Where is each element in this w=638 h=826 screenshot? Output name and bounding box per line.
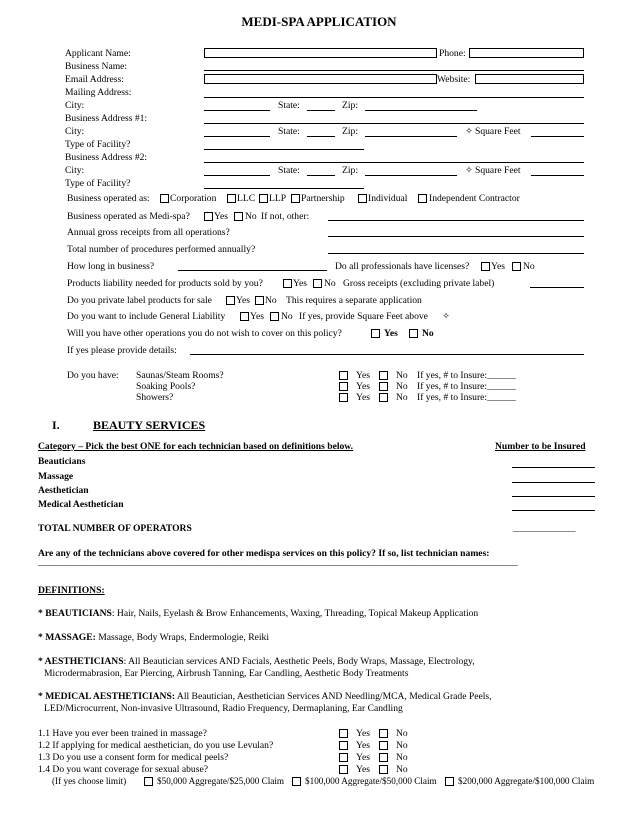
- applicant-name-field[interactable]: [204, 48, 437, 58]
- def-med-text: All Beautician, Aesthetician Services AND Needling/MCA, Medical Grade Peels,: [175, 691, 492, 702]
- definitions-heading: DEFINITIONS:: [38, 585, 105, 596]
- showers-no-label: No: [396, 392, 408, 403]
- business-name-label: Business Name:: [65, 61, 128, 72]
- aesthetician-count-field[interactable]: [512, 496, 595, 497]
- other-field[interactable]: [328, 220, 584, 221]
- massage-count-field[interactable]: [512, 482, 595, 483]
- corporation-checkbox[interactable]: [160, 194, 169, 203]
- page-title: MEDI-SPA APPLICATION: [241, 14, 397, 29]
- total-procedures-field[interactable]: [328, 253, 584, 254]
- def-beauticians: [38, 608, 478, 619]
- category-aesthetician: Aesthetician: [38, 485, 89, 496]
- category-medical-aesthetician: Medical Aesthetician: [38, 499, 124, 510]
- question-1-2: 1.2 If applying for medical aesthetician, do you use Levulan?: [38, 740, 274, 751]
- covered-question: Are any of the technicians above covered for other medispa services on this policy? If so, list technician names:: [38, 548, 490, 559]
- q13-no-checkbox[interactable]: [379, 753, 388, 762]
- category-header: Category – Pick the best ONE for each technician based on definitions below.: [38, 441, 354, 452]
- zip-field[interactable]: [365, 110, 477, 111]
- def-massage-label: * MASSAGE:: [38, 632, 96, 643]
- def-massage: [38, 632, 269, 643]
- product-liability-no-checkbox[interactable]: [313, 279, 322, 288]
- section-title: BEAUTY SERVICES: [93, 418, 206, 432]
- limit-200k-checkbox[interactable]: [445, 777, 454, 786]
- mailing-address-label: Mailing Address:: [65, 87, 132, 98]
- private-label-no-checkbox[interactable]: [255, 296, 264, 305]
- q14-no-label: No: [396, 764, 408, 775]
- q13-yes-label: Yes: [356, 752, 370, 763]
- square-feet-2-field[interactable]: [531, 175, 584, 176]
- zip-2-label: Zip:: [342, 165, 358, 176]
- facility-type-1-label: Type of Facility?: [65, 139, 131, 150]
- section-number: I.: [52, 418, 60, 432]
- medispa-no-checkbox[interactable]: [234, 212, 243, 221]
- pools-insure-label: If yes, # to Insure:______: [417, 381, 516, 392]
- showers-no-checkbox[interactable]: [379, 393, 388, 402]
- state-label: State:: [278, 100, 300, 111]
- medispa-yes-checkbox[interactable]: [204, 212, 213, 221]
- mailing-address-field[interactable]: [204, 97, 584, 98]
- provide-sqft-label: If yes, provide Square Feet above: [299, 311, 428, 322]
- diamond-icon: ✧: [442, 311, 451, 322]
- limit-200k-label: $200,000 Aggregate/$100,000 Claim: [458, 776, 595, 786]
- def-aesth-text: : All Beautician services AND Facials, Aesthetic Peels, Body Wraps, Massage, Electrology,: [123, 656, 475, 667]
- licenses-no-checkbox[interactable]: [512, 262, 521, 271]
- def-medical: [38, 691, 492, 702]
- pools-no-checkbox[interactable]: [379, 382, 388, 391]
- individual-label: Individual: [368, 193, 408, 204]
- corporation-label: Corporation: [170, 193, 217, 204]
- licenses-no-label: No: [523, 261, 535, 272]
- state-1-field[interactable]: [307, 136, 335, 137]
- zip-label: Zip:: [342, 100, 358, 111]
- business-address-1-label: Business Address #1:: [65, 113, 148, 124]
- q12-no-label: No: [396, 740, 408, 751]
- website-field[interactable]: [475, 74, 584, 84]
- business-name-field[interactable]: [204, 70, 584, 71]
- product-liability-yes-label: Yes: [293, 278, 307, 289]
- q13-no-label: No: [396, 752, 408, 763]
- q12-yes-label: Yes: [356, 740, 370, 751]
- pools-yes-label: Yes: [356, 381, 370, 392]
- other-operations-no-label: No: [422, 328, 434, 339]
- diamond-icon: ✧: [465, 165, 474, 176]
- operated-medispa-label: Business operated as Medi-spa?: [67, 211, 190, 222]
- partnership-label: Partnership: [301, 193, 345, 204]
- saunas-no-label: No: [396, 370, 408, 381]
- phone-label: Phone:: [439, 48, 466, 59]
- q14-no-checkbox[interactable]: [379, 765, 388, 774]
- business-address-2-label: Business Address #2:: [65, 152, 148, 163]
- general-liability-yes-checkbox[interactable]: [240, 312, 249, 321]
- separate-app-label: This requires a separate application: [286, 295, 422, 306]
- facility-saunas-label: Saunas/Steam Rooms?: [136, 370, 224, 381]
- gross-receipts-field[interactable]: [328, 236, 584, 237]
- def-beauticians-label: * BEAUTICIANS: [38, 608, 112, 619]
- licenses-label: Do all professionals have licenses?: [335, 261, 470, 272]
- category-beauticians: Beauticians: [38, 456, 86, 467]
- def-med-text2: LED/Microcurrent, Non-invasive Ultrasound, Radio Frequency, Dermaplaning, Ear Candling: [44, 703, 403, 714]
- question-1-4: 1.4 Do you want coverage for sexual abuse?: [38, 764, 208, 775]
- zip-1-field[interactable]: [365, 136, 457, 137]
- saunas-no-checkbox[interactable]: [379, 371, 388, 380]
- facility-type-1-field[interactable]: [204, 149, 364, 150]
- q14-yes-label: Yes: [356, 764, 370, 775]
- total-operators-label: TOTAL NUMBER OF OPERATORS: [38, 523, 192, 534]
- gross-receipts-label: Annual gross receipts from all operations?: [67, 227, 230, 238]
- facility-showers-label: Showers?: [136, 392, 174, 403]
- how-long-label: How long in business?: [67, 261, 155, 272]
- other-operations-no-checkbox[interactable]: [409, 329, 418, 338]
- facility-type-2-label: Type of Facility?: [65, 178, 131, 189]
- private-label-yes-label: Yes: [236, 295, 250, 306]
- general-liability-label: Do you want to include General Liability: [67, 311, 226, 322]
- provide-details-field[interactable]: [190, 354, 584, 355]
- medispa-yes-label: Yes: [214, 211, 228, 222]
- limit-100k-checkbox[interactable]: [292, 777, 301, 786]
- number-insured-header: Number to be Insured: [495, 441, 586, 452]
- email-field[interactable]: [204, 74, 437, 84]
- general-liability-yes-label: Yes: [250, 311, 264, 322]
- other-operations-yes-checkbox[interactable]: [371, 329, 380, 338]
- state-2-label: State:: [278, 165, 300, 176]
- private-label-yes-checkbox[interactable]: [226, 296, 235, 305]
- gross-receipts-private-label: Gross receipts (excluding private label): [343, 278, 495, 289]
- licenses-yes-checkbox[interactable]: [481, 262, 490, 271]
- pools-no-label: No: [396, 381, 408, 392]
- diamond-icon: ✧: [465, 126, 474, 137]
- showers-yes-checkbox[interactable]: [339, 393, 348, 402]
- other-operations-yes-label: Yes: [384, 328, 398, 339]
- independent-contractor-checkbox[interactable]: [418, 194, 427, 203]
- city-2-field[interactable]: [204, 175, 270, 176]
- limit-label: (If yes choose limit): [52, 776, 127, 786]
- business-address-1-field[interactable]: [204, 123, 584, 124]
- individual-checkbox[interactable]: [358, 194, 367, 203]
- independent-contractor-label: Independent Contractor: [429, 193, 520, 204]
- total-procedures-label: Total number of procedures performed annually?: [67, 244, 256, 255]
- medical-aesthetician-count-field[interactable]: [512, 510, 595, 511]
- if-not-other-label: If not, other:: [261, 211, 310, 222]
- provide-details-label: If yes please provide details:: [67, 345, 177, 356]
- def-aesth-text2: Microdermabrasion, Ear Piercing, Airbrush Tanning, Ear Candling, Aesthetic Body Treatments: [44, 668, 409, 679]
- q11-yes-label: Yes: [356, 728, 370, 739]
- technician-names-field[interactable]: ——————————————————————————————————————————————————: [38, 560, 518, 571]
- private-label-no-label: No: [265, 295, 277, 306]
- limit-100k-label: $100,000 Aggregate/$50,000 Claim: [305, 776, 437, 786]
- general-liability-no-checkbox[interactable]: [270, 312, 279, 321]
- category-massage: Massage: [38, 471, 74, 482]
- beauticians-count-field[interactable]: [512, 467, 595, 468]
- state-2-field[interactable]: [307, 175, 335, 176]
- q14-yes-checkbox[interactable]: [339, 765, 348, 774]
- llc-checkbox[interactable]: [227, 194, 236, 203]
- def-aestheticians: [38, 656, 475, 667]
- square-feet-1-label: Square Feet: [475, 126, 521, 137]
- how-long-field[interactable]: [178, 270, 327, 271]
- state-field[interactable]: [307, 110, 335, 111]
- q11-no-label: No: [396, 728, 408, 739]
- def-aesth-label: * AESTHETICIANS: [38, 656, 124, 667]
- business-address-2-field[interactable]: [204, 162, 584, 163]
- website-label: Website:: [437, 74, 471, 85]
- applicant-name-label: Applicant Name:: [65, 48, 131, 59]
- llc-label: LLC: [237, 193, 256, 204]
- do-you-have-label: Do you have:: [67, 370, 119, 381]
- gross-receipts-private-field[interactable]: [530, 287, 584, 288]
- email-label: Email Address:: [65, 74, 124, 85]
- private-label-label: Do you private label products for sale: [67, 295, 212, 306]
- q11-yes-checkbox[interactable]: [339, 729, 348, 738]
- limit-50k-label: $50,000 Aggregate/$25,000 Claim: [157, 776, 285, 786]
- showers-yes-label: Yes: [356, 392, 370, 403]
- city-1-label: City:: [65, 126, 85, 137]
- q11-no-checkbox[interactable]: [379, 729, 388, 738]
- llp-label: LLP: [269, 193, 287, 204]
- q13-yes-checkbox[interactable]: [339, 753, 348, 762]
- medispa-no-label: No: [245, 211, 257, 222]
- general-liability-no-label: No: [281, 311, 293, 322]
- other-operations-label: Will you have other operations you do not wish to cover on this policy?: [67, 328, 342, 339]
- def-beauticians-text: : Hair, Nails, Eyelash & Brow Enhancements, Waxing, Threading, Topical Makeup Application: [111, 608, 479, 619]
- square-feet-2-label: Square Feet: [475, 165, 521, 176]
- city-label: City:: [65, 100, 85, 111]
- saunas-insure-label: If yes, # to Insure:______: [417, 370, 516, 381]
- question-1-3: 1.3 Do you use a consent form for medical peels?: [38, 752, 229, 763]
- city-field[interactable]: [204, 110, 270, 111]
- pools-yes-checkbox[interactable]: [339, 382, 348, 391]
- city-2-label: City:: [65, 165, 85, 176]
- city-1-field[interactable]: [204, 136, 270, 137]
- q12-no-checkbox[interactable]: [379, 741, 388, 750]
- question-1-1: 1.1 Have you ever been trained in massage?: [38, 728, 207, 739]
- state-1-label: State:: [278, 126, 300, 137]
- q12-yes-checkbox[interactable]: [339, 741, 348, 750]
- licenses-yes-label: Yes: [491, 261, 505, 272]
- saunas-yes-label: Yes: [356, 370, 370, 381]
- def-med-label: * MEDICAL AESTHETICIANS:: [38, 691, 176, 702]
- saunas-yes-checkbox[interactable]: [339, 371, 348, 380]
- product-liability-no-label: No: [324, 278, 336, 289]
- partnership-checkbox[interactable]: [291, 194, 300, 203]
- product-liability-yes-checkbox[interactable]: [283, 279, 292, 288]
- zip-1-label: Zip:: [342, 126, 358, 137]
- facility-type-2-field[interactable]: [204, 188, 364, 189]
- llp-checkbox[interactable]: [259, 194, 268, 203]
- zip-2-field[interactable]: [365, 175, 457, 176]
- limit-50k-checkbox[interactable]: [144, 777, 153, 786]
- square-feet-1-field[interactable]: [531, 136, 584, 137]
- product-liability-label: Products liability needed for products sold by you?: [67, 278, 263, 289]
- operated-as-label: Business operated as:: [67, 193, 150, 204]
- total-operators-field[interactable]: _____________: [513, 523, 576, 534]
- showers-insure-label: If yes, # to Insure:______: [417, 392, 516, 403]
- phone-field[interactable]: [469, 48, 584, 58]
- def-massage-text: Massage, Body Wraps, Endermologie, Reiki: [95, 632, 270, 643]
- facility-pools-label: Soaking Pools?: [136, 381, 196, 392]
